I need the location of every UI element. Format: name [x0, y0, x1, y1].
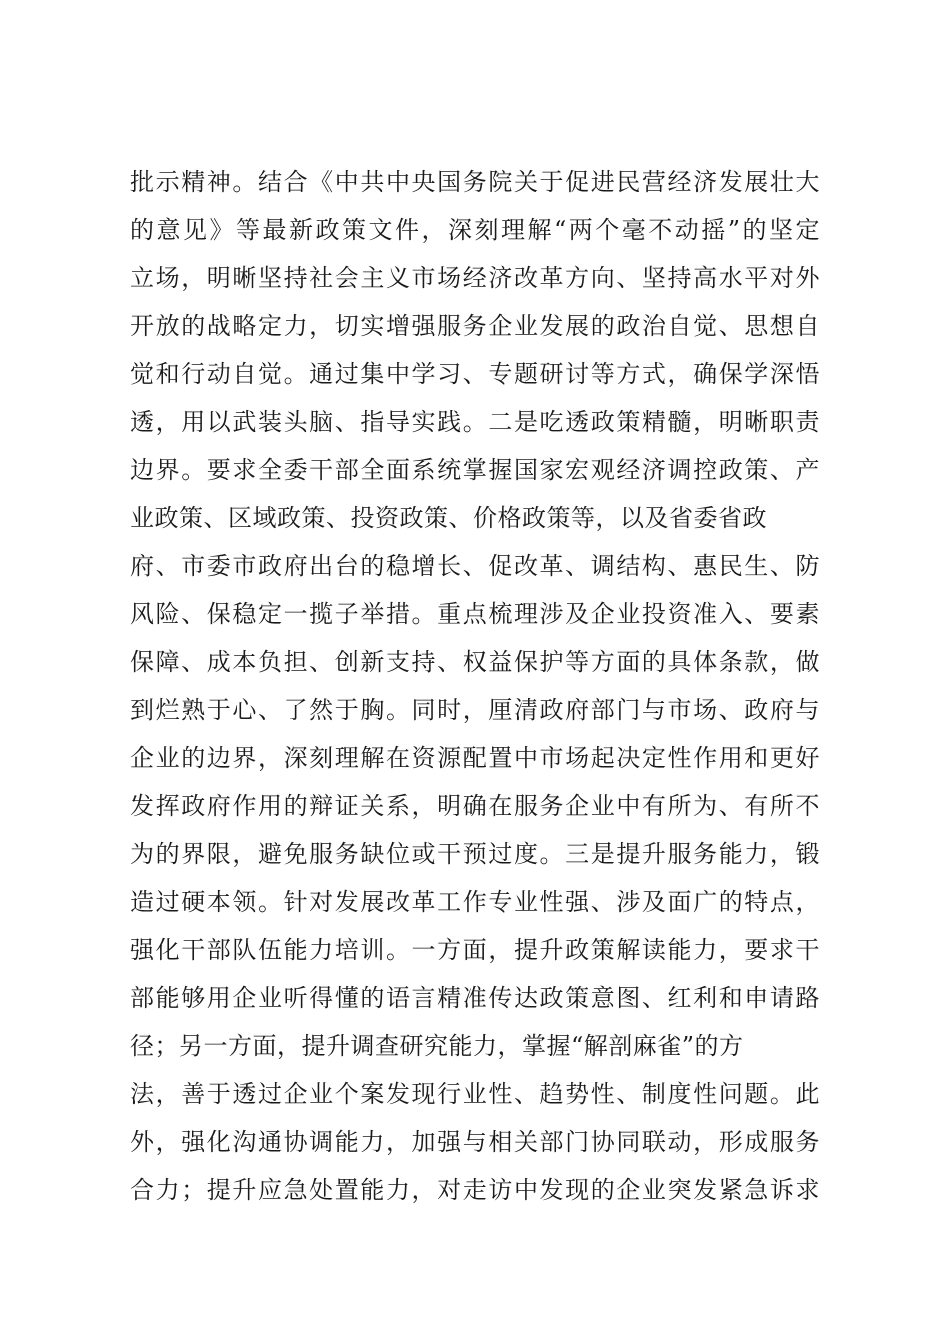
text-line: 强化干部队伍能力培训。一方面，提升政策解读能力，要求干	[130, 936, 820, 964]
body-paragraph	[130, 158, 820, 1214]
text-line: 边界。要求全委干部全面系统掌握国家宏观经济调控政策、产	[130, 456, 820, 484]
text-line: 径；另一方面，提升调查研究能力，掌握“解剖麻雀”的方	[130, 1032, 744, 1060]
text-line: 批示精神。结合《中共中央国务院关于促进民营经济发展壮大	[130, 168, 820, 196]
text-line: 为的界限，避免服务缺位或干预过度。三是提升服务能力，锻	[130, 840, 820, 868]
text-line: 府、市委市政府出台的稳增长、促改革、调结构、惠民生、防	[130, 552, 820, 580]
text-line: 的意见》等最新政策文件，深刻理解“两个毫不动摇”的坚定	[130, 216, 820, 244]
text-line: 开放的战略定力，切实增强服务企业发展的政治自觉、思想自	[130, 312, 820, 340]
text-line: 保障、成本负担、创新支持、权益保护等方面的具体条款，做	[130, 648, 820, 676]
text-line: 部能够用企业听得懂的语言精准传达政策意图、红利和申请路	[130, 984, 820, 1012]
text-line: 透，用以武装头脑、指导实践。二是吃透政策精髓，明晰职责	[130, 408, 820, 436]
text-line: 企业的边界，深刻理解在资源配置中市场起决定性作用和更好	[130, 744, 820, 772]
text-line: 造过硬本领。针对发展改革工作专业性强、涉及面广的特点，	[130, 888, 820, 916]
text-line: 风险、保稳定一揽子举措。重点梳理涉及企业投资准入、要素	[130, 600, 820, 628]
text-line: 发挥政府作用的辩证关系，明确在服务企业中有所为、有所不	[130, 792, 820, 820]
text-line: 外，强化沟通协调能力，加强与相关部门协同联动，形成服务	[130, 1128, 820, 1156]
text-line: 业政策、区域政策、投资政策、价格政策等，以及省委省政	[130, 504, 767, 532]
text-line: 合力；提升应急处置能力，对走访中发现的企业突发紧急诉求	[130, 1176, 820, 1204]
text-line: 法，善于透过企业个案发现行业性、趋势性、制度性问题。此	[130, 1080, 820, 1108]
text-line: 到烂熟于心、了然于胸。同时，厘清政府部门与市场、政府与	[130, 696, 820, 724]
text-line: 立场，明晰坚持社会主义市场经济改革方向、坚持高水平对外	[130, 264, 820, 292]
text-line: 觉和行动自觉。通过集中学习、专题研讨等方式，确保学深悟	[130, 360, 820, 388]
